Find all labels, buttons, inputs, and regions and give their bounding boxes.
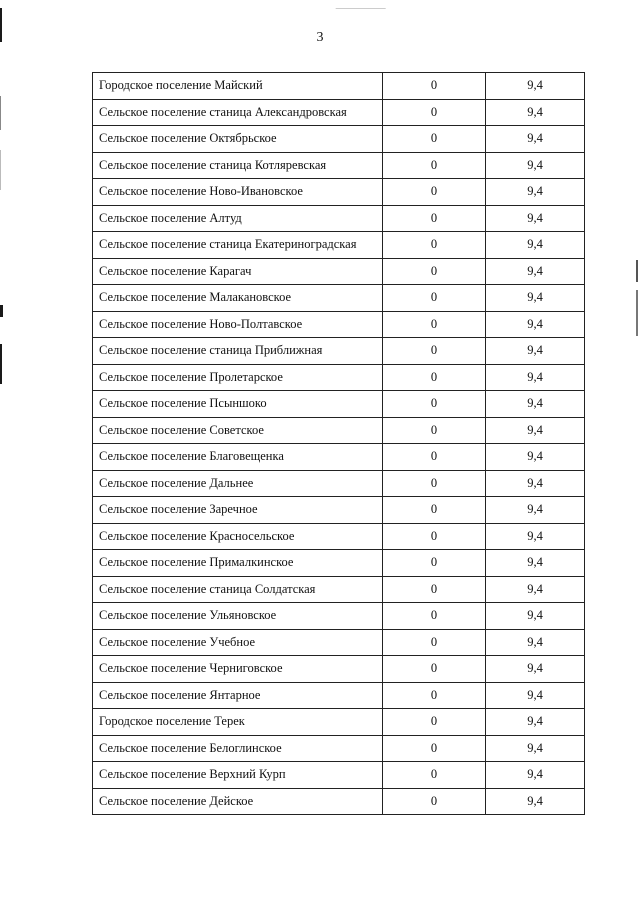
value-1-cell: 0 <box>383 364 486 391</box>
value-1-cell: 0 <box>383 470 486 497</box>
table-row <box>93 285 585 312</box>
value-1-cell: 0 <box>383 232 486 259</box>
value-2-cell: 9,4 <box>486 338 585 365</box>
value-2-cell: 9,4 <box>486 497 585 524</box>
table-row <box>93 709 585 736</box>
scan-artifact <box>0 344 2 384</box>
settlement-name-cell: Сельское поселение Благовещенка <box>93 444 383 471</box>
value-2-cell: 9,4 <box>486 550 585 577</box>
settlement-name-cell: Сельское поселение Ульяновское <box>93 603 383 630</box>
value-2-cell: 9,4 <box>486 656 585 683</box>
settlement-name-cell: Городское поселение Терек <box>93 709 383 736</box>
settlement-name-cell: Сельское поселение Дейское <box>93 788 383 815</box>
value-1-cell: 0 <box>383 656 486 683</box>
table-row <box>93 523 585 550</box>
table-row <box>93 338 585 365</box>
settlement-name-cell: Сельское поселение Белоглинское <box>93 735 383 762</box>
value-2-cell: 9,4 <box>486 470 585 497</box>
settlement-name-cell: Сельское поселение Псыншоко <box>93 391 383 418</box>
settlement-name-cell: Сельское поселение Советское <box>93 417 383 444</box>
table-row <box>93 232 585 259</box>
value-2-cell: 9,4 <box>486 788 585 815</box>
table-row <box>93 73 585 100</box>
settlement-name-cell: Сельское поселение Учебное <box>93 629 383 656</box>
value-2-cell: 9,4 <box>486 417 585 444</box>
table-row <box>93 179 585 206</box>
table-row <box>93 576 585 603</box>
value-2-cell: 9,4 <box>486 179 585 206</box>
settlement-name-cell: Сельское поселение Малакановское <box>93 285 383 312</box>
settlement-name-cell: Городское поселение Майский <box>93 73 383 100</box>
table-body <box>93 73 585 815</box>
value-1-cell: 0 <box>383 311 486 338</box>
value-1-cell: 0 <box>383 179 486 206</box>
scan-artifact <box>0 150 1 190</box>
value-1-cell: 0 <box>383 99 486 126</box>
value-2-cell: 9,4 <box>486 126 585 153</box>
value-1-cell: 0 <box>383 391 486 418</box>
settlement-name-cell: Сельское поселение Ново-Полтавское <box>93 311 383 338</box>
settlement-name-cell: Сельское поселение станица Приближная <box>93 338 383 365</box>
value-1-cell: 0 <box>383 338 486 365</box>
value-1-cell: 0 <box>383 682 486 709</box>
value-2-cell: 9,4 <box>486 285 585 312</box>
value-2-cell: 9,4 <box>486 73 585 100</box>
settlement-name-cell: Сельское поселение станица Котляревская <box>93 152 383 179</box>
table-row <box>93 788 585 815</box>
value-2-cell: 9,4 <box>486 232 585 259</box>
value-2-cell: 9,4 <box>486 629 585 656</box>
value-1-cell: 0 <box>383 576 486 603</box>
value-2-cell: 9,4 <box>486 311 585 338</box>
table-row <box>93 99 585 126</box>
table-row <box>93 391 585 418</box>
table-row <box>93 417 585 444</box>
scan-artifact <box>636 260 638 282</box>
settlement-name-cell: Сельское поселение станица Солдатская <box>93 576 383 603</box>
settlement-name-cell: Сельское поселение станица Екатериноградская <box>93 232 383 259</box>
value-1-cell: 0 <box>383 205 486 232</box>
table-row <box>93 497 585 524</box>
value-1-cell: 0 <box>383 762 486 789</box>
settlement-name-cell: Сельское поселение Красносельское <box>93 523 383 550</box>
value-2-cell: 9,4 <box>486 603 585 630</box>
value-2-cell: 9,4 <box>486 444 585 471</box>
value-2-cell: 9,4 <box>486 99 585 126</box>
settlement-name-cell: Сельское поселение Дальнее <box>93 470 383 497</box>
table-row <box>93 656 585 683</box>
value-1-cell: 0 <box>383 629 486 656</box>
settlement-name-cell: Сельское поселение Янтарное <box>93 682 383 709</box>
scan-artifact <box>636 290 638 336</box>
value-1-cell: 0 <box>383 709 486 736</box>
value-2-cell: 9,4 <box>486 762 585 789</box>
scan-artifact <box>335 0 390 9</box>
value-2-cell: 9,4 <box>486 364 585 391</box>
table-row <box>93 126 585 153</box>
value-1-cell: 0 <box>383 523 486 550</box>
settlements-table <box>92 72 585 815</box>
table-row <box>93 311 585 338</box>
value-2-cell: 9,4 <box>486 523 585 550</box>
settlement-name-cell: Сельское поселение Ново-Ивановское <box>93 179 383 206</box>
settlement-name-cell: Сельское поселение станица Александровская <box>93 99 383 126</box>
table-row <box>93 550 585 577</box>
table-row <box>93 444 585 471</box>
value-1-cell: 0 <box>383 444 486 471</box>
value-2-cell: 9,4 <box>486 391 585 418</box>
value-2-cell: 9,4 <box>486 205 585 232</box>
value-2-cell: 9,4 <box>486 735 585 762</box>
page-number: 3 <box>316 30 324 45</box>
value-2-cell: 9,4 <box>486 576 585 603</box>
table-row <box>93 735 585 762</box>
settlement-name-cell: Сельское поселение Пролетарское <box>93 364 383 391</box>
table-row <box>93 762 585 789</box>
scan-artifact <box>0 305 3 317</box>
table-row <box>93 205 585 232</box>
table-row <box>93 629 585 656</box>
scan-artifact <box>0 96 1 130</box>
value-1-cell: 0 <box>383 550 486 577</box>
settlement-name-cell: Сельское поселение Карагач <box>93 258 383 285</box>
value-2-cell: 9,4 <box>486 258 585 285</box>
value-2-cell: 9,4 <box>486 152 585 179</box>
settlement-name-cell: Сельское поселение Алтуд <box>93 205 383 232</box>
value-1-cell: 0 <box>383 497 486 524</box>
settlement-name-cell: Сельское поселение Черниговское <box>93 656 383 683</box>
value-1-cell: 0 <box>383 73 486 100</box>
value-1-cell: 0 <box>383 788 486 815</box>
value-1-cell: 0 <box>383 603 486 630</box>
value-1-cell: 0 <box>383 285 486 312</box>
table-row <box>93 682 585 709</box>
table-row <box>93 258 585 285</box>
value-1-cell: 0 <box>383 126 486 153</box>
settlement-name-cell: Сельское поселение Заречное <box>93 497 383 524</box>
table-row <box>93 470 585 497</box>
table-row <box>93 152 585 179</box>
value-1-cell: 0 <box>383 735 486 762</box>
value-2-cell: 9,4 <box>486 709 585 736</box>
settlement-name-cell: Сельское поселение Верхний Курп <box>93 762 383 789</box>
value-2-cell: 9,4 <box>486 682 585 709</box>
value-1-cell: 0 <box>383 417 486 444</box>
table-row <box>93 364 585 391</box>
value-1-cell: 0 <box>383 258 486 285</box>
table-row <box>93 603 585 630</box>
settlement-name-cell: Сельское поселение Октябрьское <box>93 126 383 153</box>
value-1-cell: 0 <box>383 152 486 179</box>
settlement-name-cell: Сельское поселение Прималкинское <box>93 550 383 577</box>
